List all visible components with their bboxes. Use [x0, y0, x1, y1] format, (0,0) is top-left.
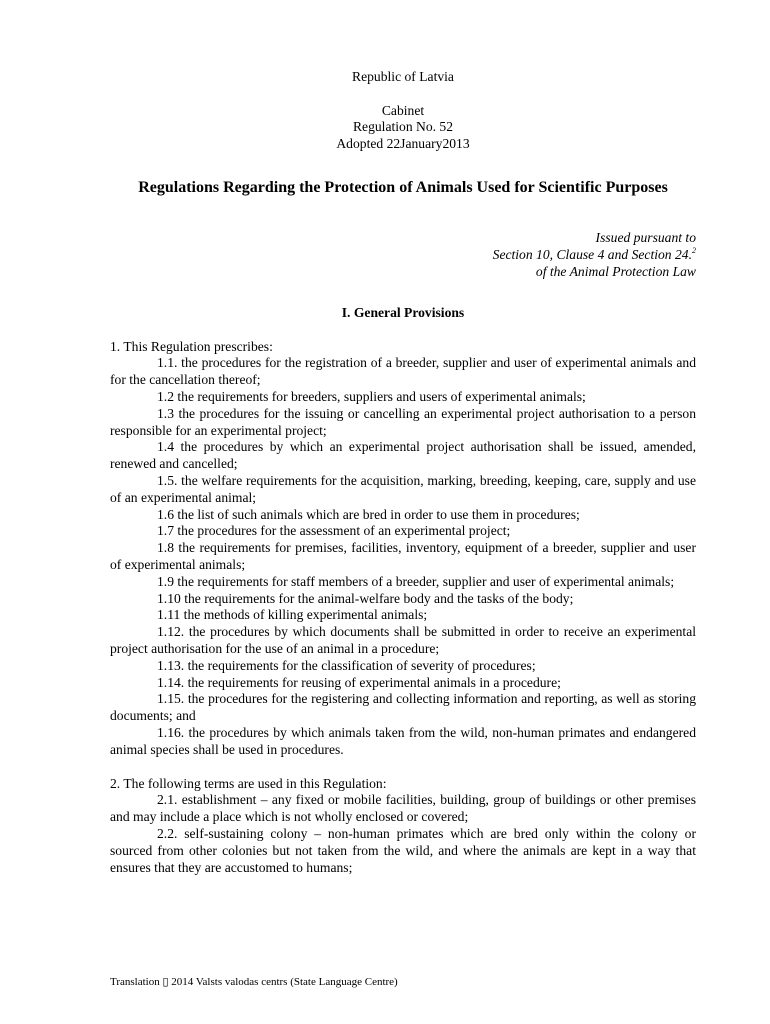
section-2-intro: 2. The following terms are used in this Regulation:	[110, 775, 387, 791]
issued-line-2	[110, 247, 696, 264]
issuer-line: Cabinet	[381, 102, 425, 118]
chapter-heading: I. General Provisions	[341, 304, 465, 320]
list-item: 1.16. the procedures by which animals taken from the wild, non-human primates and endangered animal species shall be used in procedures.	[110, 725, 696, 757]
regulation-number: Regulation No. 52	[352, 119, 454, 135]
list-item: 1.4 the procedures by which an experimental project authorisation shall be issued, amended, renewed and cancelled;	[110, 439, 696, 472]
document-body	[110, 69, 696, 876]
list-item: 1.14. the requirements for reusing of experimental animals in a procedure;	[157, 674, 561, 690]
page-footer: Translation ▯ 2014 Valsts valodas centrs (State Language Centre)	[110, 976, 398, 988]
list-item: 1.9 the requirements for staff members of a breeder, supplier and user of experimental animals;	[157, 573, 675, 589]
list-item: 1.10 the requirements for the animal-welfare body and the tasks of the body;	[157, 590, 574, 606]
list-item: 1.5. the welfare requirements for the acquisition, marking, breeding, keeping, care, supply and use of an experimental animal;	[110, 473, 696, 505]
list-item: 2.1. establishment – any fixed or mobile facilities, building, group of buildings or other premises and may include a place which is not wholly enclosed or covered;	[110, 792, 696, 825]
list-item: 1.7 the procedures for the assessment of an experimental project;	[157, 523, 511, 539]
list-item: 1.1. the procedures for the registration of a breeder, supplier and user of experimental animals and for the cancellation thereof;	[110, 355, 696, 388]
document-title: Regulations Regarding the Protection of Animals Used for Scientific Purposes	[138, 178, 668, 196]
list-item: 1.8 the requirements for premises, facilities, inventory, equipment of a breeder, supplier and user of experimental animals;	[110, 540, 696, 573]
list-item: 1.6 the list of such animals which are bred in order to use them in procedures;	[157, 506, 580, 522]
country-line: Republic of Latvia	[352, 69, 454, 84]
issued-pursuant	[110, 230, 696, 280]
section-2	[110, 776, 696, 877]
list-item: 2.2. self-sustaining colony – non-human primates which are bred only within the colony or sourced from other colonies but not taken from the wild, and where the animals are kept in a way that ensures that they are accustomed to humans;	[110, 825, 696, 875]
list-item: 1.12. the procedures by which documents shall be submitted in order to receive an experimental project authorisation for the use of an animal in a procedure;	[110, 624, 696, 657]
document-header	[110, 69, 696, 153]
issued-line-1: Issued pursuant to	[595, 230, 696, 246]
list-item: 1.3 the procedures for the issuing or cancelling an experimental project authorisation to a person responsible for an experimental project;	[110, 405, 696, 438]
issued-line-2-text: Section 10, Clause 4 and Section 24.	[492, 247, 692, 263]
list-item: 1.2 the requirements for breeders, suppliers and users of experimental animals;	[157, 389, 586, 405]
section-1	[110, 339, 696, 759]
superscript: 2	[692, 246, 696, 256]
section-1-intro: 1. This Regulation prescribes:	[110, 338, 273, 354]
issued-line-3: of the Animal Protection Law	[535, 264, 696, 280]
list-item: 1.15. the procedures for the registering and collecting information and reporting, as well as storing documents; and	[110, 691, 696, 724]
list-item: 1.11 the methods of killing experimental animals;	[157, 607, 428, 623]
list-item: 1.13. the requirements for the classification of severity of procedures;	[157, 657, 536, 673]
adoption-date: Adopted 22January2013	[336, 136, 470, 152]
